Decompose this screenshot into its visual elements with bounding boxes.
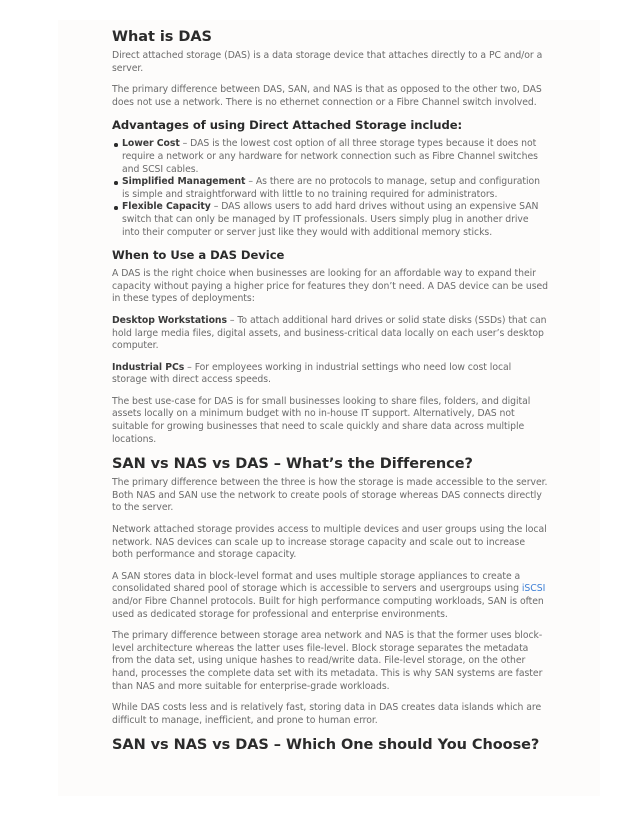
term-desktop-workstations: Desktop Workstations [112,314,227,326]
paragraph: Direct attached storage (DAS) is a data storage device that attaches directly to a PC and/or a server. [112,50,543,74]
heading-which-to-choose: SAN vs NAS vs DAS – Which One should You Choose? [112,737,540,754]
heading-difference: SAN vs NAS vs DAS – What’s the Difference? [112,456,473,473]
paragraph-text: A SAN stores data in block-level format and uses multiple storage appliances to create a consolidated shared pool of storage which is accessible to servers and usergroups using [112,570,522,595]
paragraph-text: and/or Fibre Channel protocols. Built for high performance computing workloads, SAN is often used as dedicated storage for professional and enterprise environments. [112,596,544,620]
list-item-text: – DAS allows users to add hard drives without using an expensive SAN switch that can only be managed by IT professionals. Users simply plug in another drive into their computer or server just like they would with additional memory sticks. [122,201,539,238]
paragraph: The primary difference between DAS, SAN, and NAS is that as opposed to the other two, DAS does not use a network. There is no ethernet connection or a Fibre Channel switch involved. [112,84,542,108]
list-item-text: – DAS is the lowest cost option of all three storage types because it does not require a network or any hardware for network connection such as Fibre Channel switches and SCSI cables. [122,138,538,175]
advantages-list [112,138,548,239]
paragraph [112,362,548,387]
paragraph-text: – For employees working in industrial settings who need low cost local storage with direct access speeds. [112,361,512,386]
list-item [122,201,548,239]
list-item [122,138,548,176]
paragraph-text: – To attach additional hard drives or solid state disks (SSDs) that can hold large media files, digital assets, and business-critical data locally on each user’s desktop computer. [112,314,547,352]
heading-what-is-das: What is DAS [112,29,212,45]
term-industrial-pcs: Industrial PCs [112,361,185,373]
iscsi-link[interactable]: iSCSI [521,583,546,595]
paragraph: A DAS is the right choice when businesses are looking for an affordable way to expand their capacity without paying a higher price for features they don’t need. A DAS device can be used in these types of deployments: [112,268,549,305]
article-content [112,28,548,758]
paragraph: The best use-case for DAS is for small businesses looking to share files, folders, and digital assets locally on a minimum budget with no in-house IT support. Alternatively, DAS not suitable for growing businesses that need to scale quickly and share data across multiple locations. [112,395,531,445]
list-item-term: Simplified Management [122,176,246,188]
list-item-text: – As there are no protocols to manage, setup and configuration is simple and straightforward with little to no training required for administrators. [122,176,541,200]
list-item-term: Flexible Capacity [122,201,211,213]
heading-advantages: Advantages of using Direct Attached Storage include: [112,118,463,133]
paragraph: Network attached storage provides access to multiple devices and user groups using the local network. NAS devices can scale up to increase storage capacity and scale out to increase both performance and storage capacity. [112,524,547,561]
paragraph [112,315,548,353]
heading-when-to-use: When to Use a DAS Device [112,248,285,263]
paragraph: The primary difference between storage area network and NAS is that the former uses block-level architecture whereas the latter uses file-level. Block storage separates the metadata from the data set, using unique hashes to read/write data. File-level storage, on the other hand, processes the complete data set with its metadata. This is why SAN systems are faster than NAS and more suitable for enterprise-grade workloads. [112,630,543,692]
list-item [122,176,548,201]
list-item-term: Lower Cost [122,138,180,150]
paragraph: While DAS costs less and is relatively fast, storing data in DAS creates data islands which are difficult to manage, inefficient, and prone to human error. [112,702,542,726]
paragraph [112,571,548,621]
paragraph: The primary difference between the three is how the storage is made accessible to the server. Both NAS and SAN use the network to create pools of storage whereas DAS connects directly to the server. [112,477,548,514]
